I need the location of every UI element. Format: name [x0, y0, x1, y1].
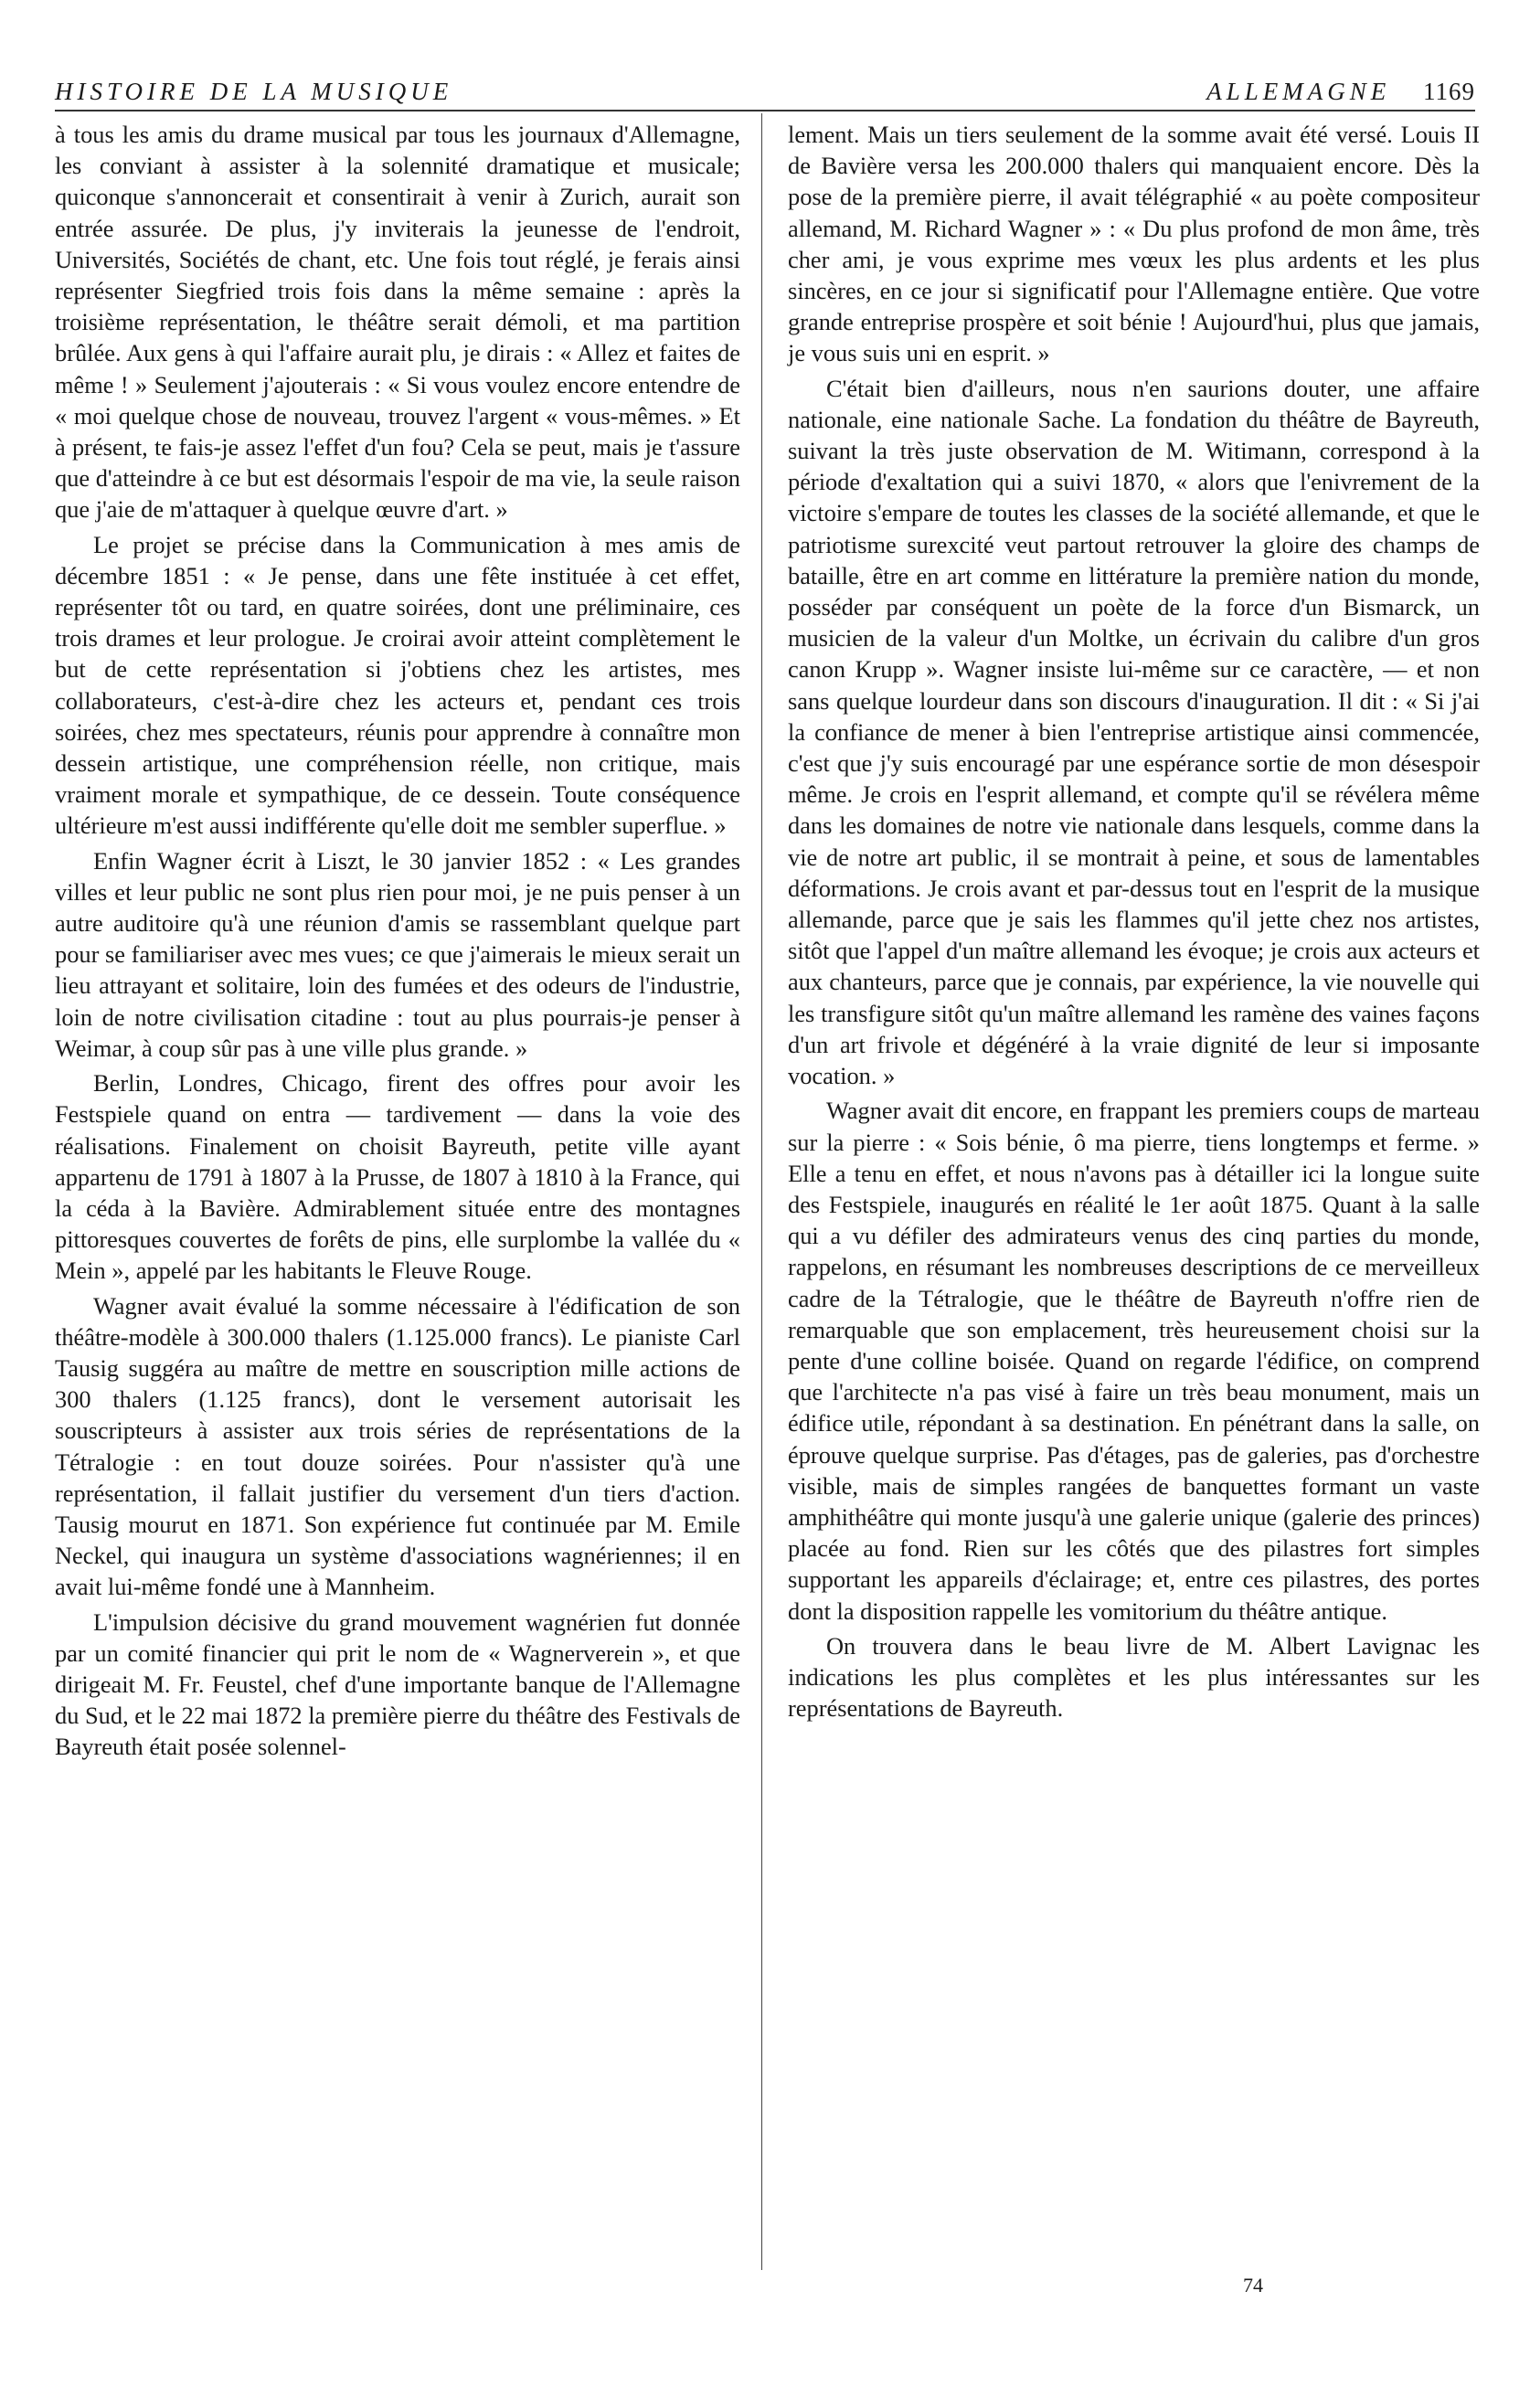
paragraph: Enfin Wagner écrit à Liszt, le 30 janvier 1852 : « Les grandes villes et leur public ne sont plus rien pour moi, je ne puis penser à un autre auditoire qu'à une réunion d'amis se rassemblant quelque part pour se familiariser avec mes vues; ce que j'aimerais le mieux serait un lieu attrayant et solitaire, loin des fumées et des odeurs de l'industrie, loin de notre civilisation citadine : tout au plus pourrais-je penser à Weimar, à coup sûr pas à une ville plus grande. » — [55, 846, 740, 1062]
header-rule — [55, 110, 1475, 111]
running-head-right — [1206, 73, 1475, 110]
paragraph: Wagner avait dit encore, en frappant les premiers coups de marteau sur la pierre : « Sois bénie, ô ma pierre, tiens longtemps et ferme. » Elle a tenu en effet, et nous n'avons pas à détailler ici la longue suite des Festspiele, inaugurés en réalité le 1er août 1875. Quant à la salle qui a vu défiler des admirateurs venus des cinq parties du monde, rappelons, en résumant les nombreuses descriptions de ce merveilleux cadre de la Tétralogie, que le théâtre de Bayreuth n'offre rien de remarquable que son emplacement, très heureusement choisi sur la pente d'une colline boisée. Quand on regarde l'édifice, on comprend que l'architecte n'a pas visé à faire un très beau monument, mais un édifice utile, répondant à sa destination. En pénétrant dans la salle, on éprouve quelque surprise. Pas d'étages, pas de galeries, pas d'orchestre visible, mais de simples rangées de banquettes formant un vaste amphithéâtre qui monte jusqu'à une galerie unique (galerie des princes) placée au fond. Rien sur les côtés que des pilastres fort simples supportant les appareils d'éclairage; et, entre ces pilastres, des portes dont la disposition rappelle les vomitorium du théâtre antique. — [788, 1097, 1480, 1625]
paragraph: Berlin, Londres, Chicago, firent des offres pour avoir les Festspiele quand on entra — tardivement — dans la voie des réalisations. Finalement on choisit Bayreuth, petite ville ayant appartenu de 1791 à 1807 à la Prusse, de 1807 à 1810 à la France, qui la céda à la Bavière. Admirablement située entre des montagnes pittoresques couvertes de forêts de pins, elle surplombe la vallée du « Mein », appelé par les habitants le Fleuve Rouge. — [55, 1069, 740, 1285]
paragraph: Le projet se précise dans la Communication à mes amis de décembre 1851 : « Je pense, dans une fête instituée à cet effet, représenter tôt ou tard, en quatre soirées, dont une préliminaire, ces trois drames et leur prologue. Je croirai avoir atteint complètement le but de cette représentation si j'obtiens chez les artistes, mes collaborateurs, c'est-à-dire chez les acteurs et, pendant ces trois soirées, chez mes spectateurs, réunis pour apprendre à connaître mon dessein artistique, une compréhension réelle, non critique, mais vraiment morale et sympathique, de ce dessein. Toute conséquence ultérieure m'est aussi indifférente qu'elle doit me sembler superflue. » — [55, 530, 740, 840]
paragraph: Wagner avait évalué la somme nécessaire à l'édification de son théâtre-modèle à 300.000 thalers (1.125.000 francs). Le pianiste Carl Tausig suggéra au maître de mettre en souscription mille actions de 300 thalers (1.125 francs), dont le versement autorisait les souscripteurs à assister aux trois séries de représentations de la Tétralogie : en tout douze soirées. Pour n'assister qu'à une représentation, il fallait justifier du versement d'un tiers d'action. Tausig mourut en 1871. Son expérience fut continuée par M. Emile Neckel, qui inaugura un système d'associations wagnériennes; il en avait lui-même fondé une à Mannheim. — [55, 1291, 740, 1601]
column-divider — [761, 113, 762, 2270]
page-number: 1169 — [1423, 78, 1475, 105]
right-column — [788, 119, 1480, 1724]
signature-mark: 74 — [1243, 2274, 1263, 2297]
paragraph: On trouvera dans le beau livre de M. Albert Lavignac les indications les plus complètes et les plus intéressantes sur les représentations de Bayreuth. — [788, 1631, 1480, 1723]
running-head-left: HISTOIRE DE LA MUSIQUE — [55, 78, 453, 105]
paragraph: lement. Mais un tiers seulement de la somme avait été versé. Louis II de Bavière versa les 200.000 thalers qui manquaient encore. Dès la pose de la première pierre, il avait télégraphié « au poète compositeur allemand, M. Richard Wagner » : « Du plus profond de mon âme, très cher ami, je vous exprime mes vœux les plus ardents et les plus sincères, en ce jour si significatif pour l'Allemagne entière. Que votre grande entreprise prospère et soit bénie ! Aujourd'hui, plus que jamais, je vous suis uni en esprit. » — [788, 121, 1480, 367]
running-head-title: ALLEMAGNE — [1206, 78, 1391, 105]
paragraph: C'était bien d'ailleurs, nous n'en saurions douter, une affaire nationale, eine nationale Sache. La fondation du théâtre de Bayreuth, suivant la très juste observation de M. Witimann, correspond à la période d'exaltation qui a suivi 1870, « alors que l'enivrement de la victoire s'empare de toutes les classes de la société allemande, et que le patriotisme surexcité veut partout retrouver la gloire des champs de bataille, être en art comme en littérature la première nation du monde, posséder par conséquent un poète de la force d'un Bismarck, un musicien de la valeur d'un Moltke, un écrivain du calibre d'un gros canon Krupp ». Wagner insiste lui-même sur ce caractère, — et non sans quelque lourdeur dans son discours d'inauguration. Il dit : « Si j'ai la confiance de mener à bien l'entreprise artistique ainsi commencée, c'est que j'y suis encouragé par une espérance sortie de mon désespoir même. Je crois en l'esprit allemand, et compte qu'il se révélera même dans les domaines de notre vie nationale dans lesquels, comme dans la vie de notre art public, il se montrait à peine, et sous de lamentables déformations. Je crois avant et par-dessus tout en l'esprit de la musique allemande, parce que je sais les flammes qu'il jette chez nos artistes, sitôt que l'appel d'un maître allemand les évoque; je crois aux acteurs et aux chanteurs, parce que je connais, par expérience, la vie nouvelle qui les transfigure sitôt qu'un maître allemand les ramène des vaines façons d'un art frivole et dégénéré à la vraie dignité de leur si imposante vocation. » — [788, 374, 1480, 1090]
left-column — [55, 119, 740, 1763]
paragraph: à tous les amis du drame musical par tous les journaux d'Allemagne, les conviant à assister à la solennité dramatique et musicale; quiconque s'annoncerait et consentirait à venir à Zurich, aurait son entrée assurée. De plus, j'y inviterais la jeunesse de l'endroit, Universités, Sociétés de chant, etc. Une fois tout réglé, je ferais ainsi représenter Siegfried trois fois dans la même semaine : après la troisième représentation, le théâtre serait démoli, et ma partition brûlée. Aux gens à qui l'affaire aurait plu, je dirais : « Allez et faites de même ! » Seulement j'ajouterais : « Si vous voulez encore entendre de « moi quelque chose de nouveau, trouvez l'argent « vous-mêmes. » Et à présent, te fais-je assez l'effet d'un fou? Cela se peut, mais je t'assure que d'atteindre à ce but est désormais l'espoir de ma vie, la seule raison que j'aie de m'attaquer à quelque œuvre d'art. » — [55, 121, 740, 524]
paragraph: L'impulsion décisive du grand mouvement wagnérien fut donnée par un comité financier qui prit le nom de « Wagnerverein », et que dirigeait M. Fr. Feustel, chef d'une importante banque de l'Allemagne du Sud, et le 22 mai 1872 la première pierre du théâtre des Festivals de Bayreuth était posée solennel- — [55, 1607, 740, 1761]
running-head — [55, 73, 1475, 110]
